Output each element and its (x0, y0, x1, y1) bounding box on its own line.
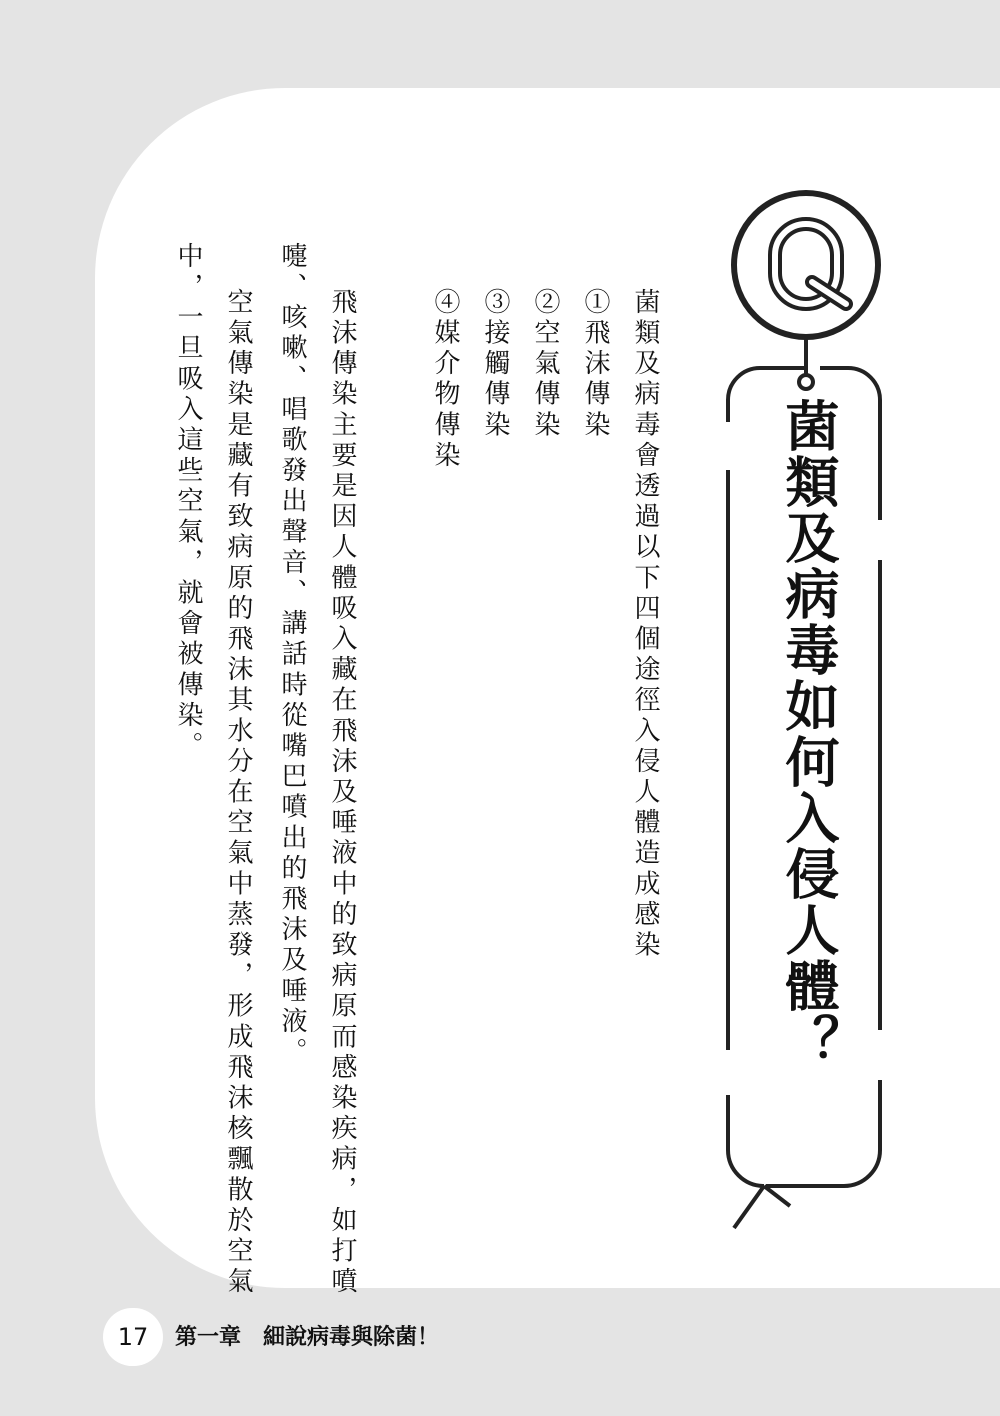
chapter-title: 第一章 細說病毒與除菌！ (175, 1325, 440, 1350)
route-item: ①飛沫傳染 (580, 288, 610, 441)
route-item: ②空氣傳染 (530, 288, 560, 441)
paragraph-airborne-line2: 中，一旦吸入這些空氣，就會被傳染。 (173, 242, 203, 763)
page-number: 17 (103, 1308, 163, 1366)
paragraph-airborne-line1: 空氣傳染是藏有致病原的飛沫其水分在空氣中蒸發，形成飛沫核飄散於空氣 (223, 288, 253, 1298)
paragraph-droplet-line2: 嚏、咳嗽、唱歌發出聲音、講話時從嘴巴噴出的飛沫及唾液。 (277, 242, 307, 1069)
route-item: ④媒介物傳染 (430, 288, 460, 472)
paragraph-droplet-line1: 飛沫傳染主要是因人體吸入藏在飛沫及唾液中的致病原而感染疾病，如打噴 (327, 288, 357, 1298)
intro-text: 菌類及病毒會透過以下四個途徑入侵人體造成感染 (630, 288, 660, 962)
route-item: ③接觸傳染 (480, 288, 510, 441)
question-title: 菌類及病毒如何入侵人體？ (777, 398, 840, 1070)
